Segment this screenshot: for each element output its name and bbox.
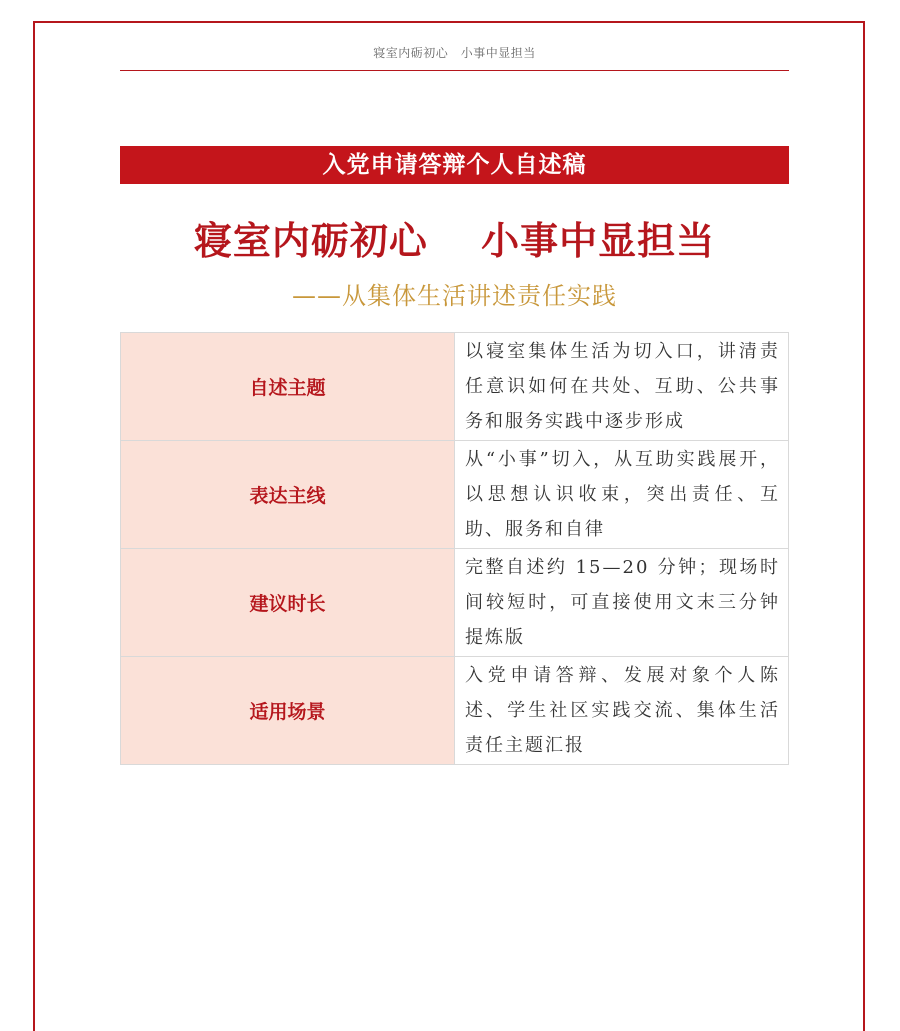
subtitle: ——从集体生活讲述责任实践 [292,282,617,310]
row-value: 从“小事”切入，从互助实践展开，以思想认识收束，突出责任、互助、服务和自律 [455,441,789,549]
running-header: 寝室内砺初心 小事中显担当 [373,46,536,60]
table-row [121,549,789,657]
row-label: 表达主线 [121,441,455,549]
main-title: 寝室内砺初心 小事中显担当 [193,219,716,263]
row-label: 自述主题 [121,333,455,441]
row-label: 建议时长 [121,549,455,657]
row-value: 完整自述约 15—20 分钟；现场时间较短时，可直接使用文末三分钟提炼版 [455,549,789,657]
table-row [121,441,789,549]
table-row [121,657,789,765]
title-banner: 入党申请答辩个人自述稿 [120,146,789,184]
header-divider [120,70,789,71]
row-value: 以寝室集体生活为切入口，讲清责任意识如何在共处、互助、公共事务和服务实践中逐步形成 [455,333,789,441]
row-label: 适用场景 [121,657,455,765]
row-value: 入党申请答辩、发展对象个人陈述、学生社区实践交流、集体生活责任主题汇报 [455,657,789,765]
table-row [121,333,789,441]
info-table [120,332,789,765]
